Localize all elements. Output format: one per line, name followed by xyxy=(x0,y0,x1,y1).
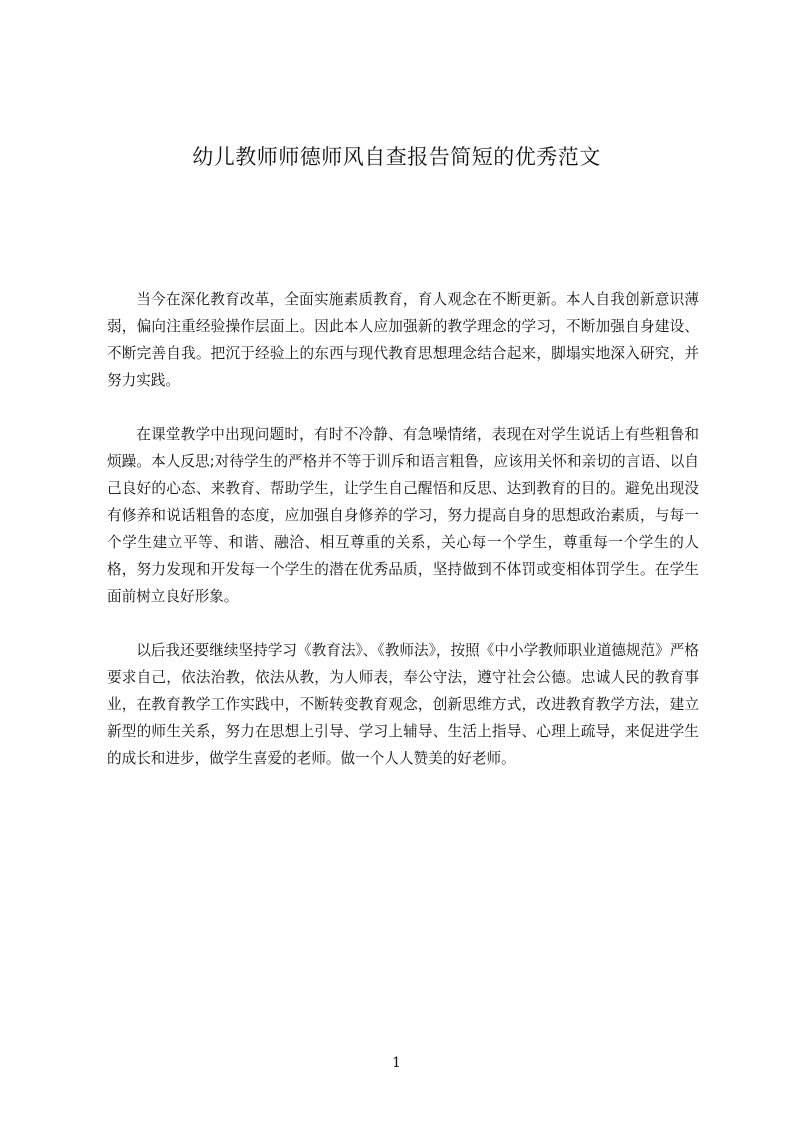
paragraph-3: 以后我还要继续坚持学习《教育法》、《教师法》，按照《中小学教师职业道德规范》严格要求自己，依法治教，依法从教，为人师表，奉公守法，遵守社会公德。忠诚人民的教育事业，在教育教学工作实践中，不断转变教育观念，创新思维方式，改进教育教学方法，建立新型的师生关系，努力在思想上引导、学习上辅导、生活上指导、心理上疏导，来促进学生的成长和进步，做学生喜爱的老师。做一个人人赞美的好老师。 xyxy=(107,642,699,767)
page-number: 1 xyxy=(392,1055,401,1071)
document-body xyxy=(107,286,699,799)
paragraph-1: 当今在深化教育改革，全面实施素质教育，育人观念在不断更新。本人自我创新意识薄弱，偏向注重经验操作层面上。因此本人应加强新的教学理念的学习，不断加强自身建设、不断完善自我。把沉于经验上的东西与现代教育思想理念结合起来，脚塌实地深入研究，并努力实践。 xyxy=(107,291,699,389)
document-title: 幼儿教师师德师风自查报告简短的优秀范文 xyxy=(192,145,601,169)
paragraph-2: 在课堂教学中出现问题时，有时不冷静、有急噪情绪，表现在对学生说话上有些粗鲁和烦躁。本人反思;对待学生的严格并不等于训斥和语言粗鲁，应该用关怀和亲切的言语、以自己良好的心态、来教育、帮助学生，让学生自己醒悟和反思、达到教育的目的。避免出现没有修养和说话粗鲁的态度，应加强自身修养的学习，努力提高自身的思想政治素质，与每一个学生建立平等、和谐、融洽、相互尊重的关系，关心每一个学生，尊重每一个学生的人格，努力发现和开发每一个学生的潜在优秀品质，坚持做到不体罚或变相体罚学生。在学生面前树立良好形象。 xyxy=(107,426,699,605)
